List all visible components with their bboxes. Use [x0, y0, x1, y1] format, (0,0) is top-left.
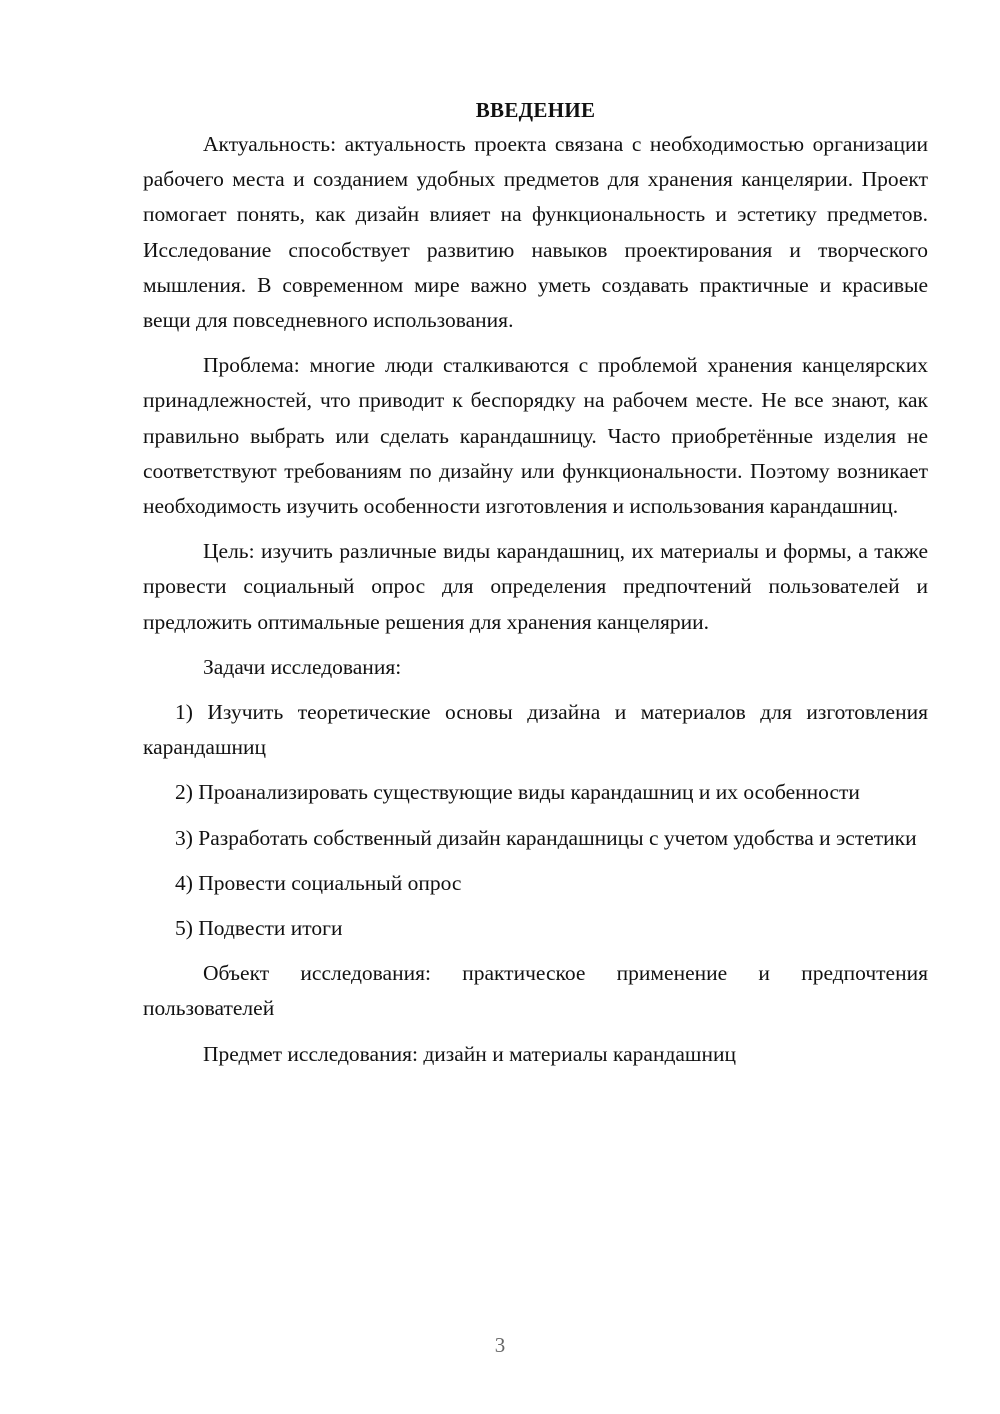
list-item: 2) Проанализировать существующие виды карандашниц и их особенности	[175, 780, 860, 805]
list-item: 1) Изучить теоретические основы дизайна и материалов для изготовления карандашниц	[143, 700, 928, 760]
paragraph-problem: Проблема: многие люди сталкиваются с проблемой хранения канцелярских принадлежностей, что приводит к беспорядку на рабочем месте. Не все знают, как правильно выбрать или сделать карандашницу. Часто приобретённые изделия не соответствуют требованиям по дизайну или функциональности. Поэтому возникает необходимость изучить особенности изготовления и использования карандашниц.	[143, 353, 928, 519]
list-item: 5) Подвести итоги	[175, 916, 343, 941]
list-item: 4) Провести социальный опрос	[175, 870, 462, 895]
paragraph-goal: Цель: изучить различные виды карандашниц, их материалы и формы, а также провести социальный опрос для определения предпочтений пользователей и предложить оптимальные решения для хранения канцелярии.	[143, 539, 928, 634]
paragraph-object: Объект исследования: практическое применение и предпочтения пользователей	[143, 961, 928, 1021]
tasks-list	[143, 695, 928, 946]
page-number: 3	[494, 1333, 506, 1357]
paragraph-subject: Предмет исследования: дизайн и материалы карандашниц	[203, 1041, 737, 1066]
page-title: ВВЕДЕНИЕ	[475, 98, 596, 122]
list-item: 3) Разработать собственный дизайн карандашницы с учетом удобства и эстетики	[175, 825, 917, 850]
paragraph-relevance: Актуальность: актуальность проекта связана с необходимостью организации рабочего места и созданием удобных предметов для хранения канцелярии. Проект помогает понять, как дизайн влияет на функциональность и эстетику предметов. Исследование способствует развитию навыков проектирования и творческого мышления. В современном мире важно уметь создавать практичные и красивые вещи для повседневного использования.	[143, 132, 928, 333]
paragraph-tasks-heading: Задачи исследования:	[203, 654, 402, 679]
document-page	[143, 93, 928, 1072]
